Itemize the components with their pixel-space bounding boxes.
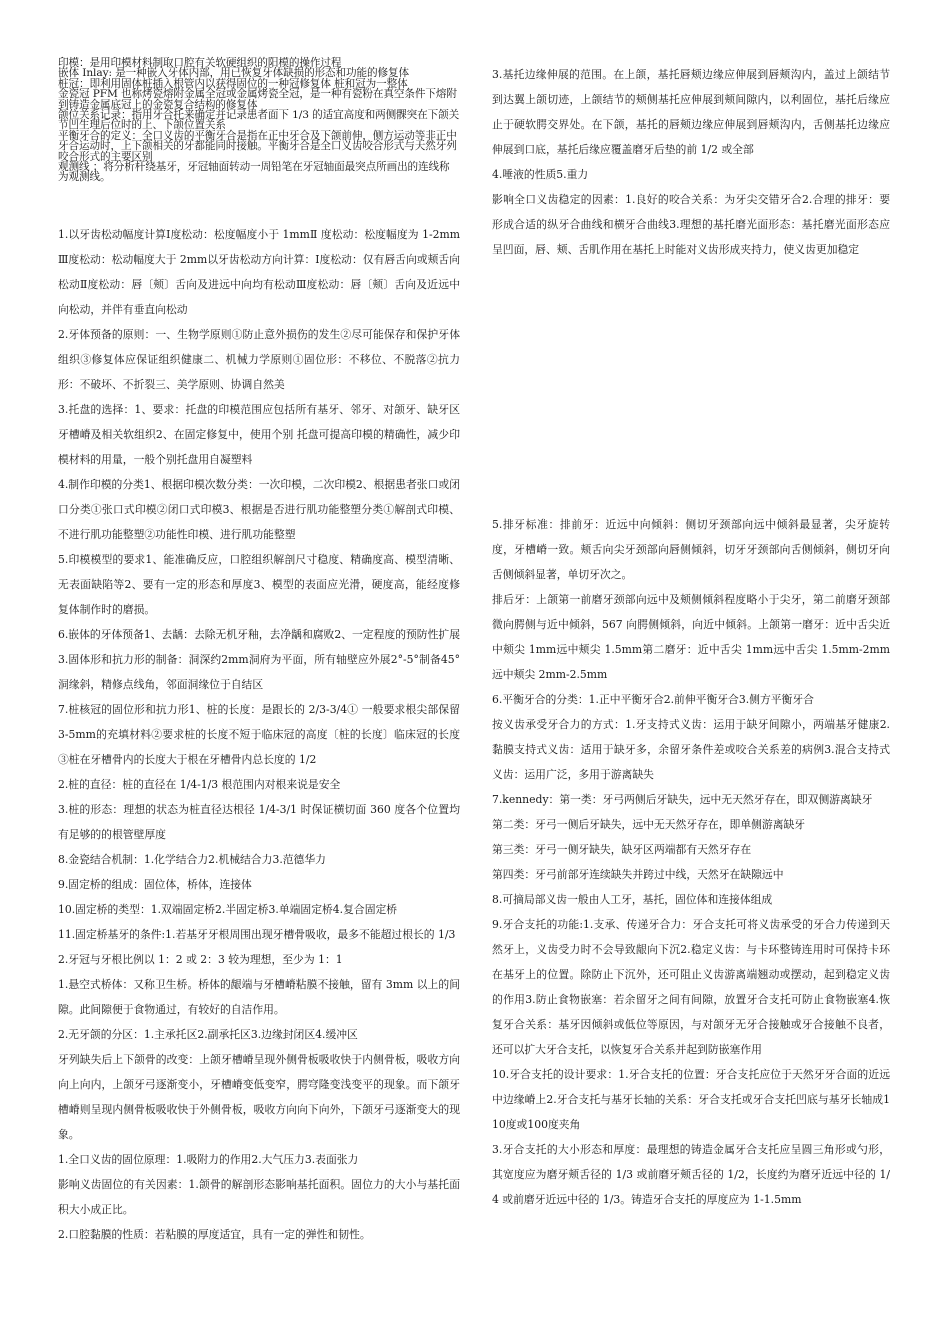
paragraph: 6.嵌体的牙体预备1、去龋：去除无机牙釉，去净龋和腐败2、一定程度的预防性扩展3.固体形和抗力形的制备：洞深约2mm洞府为平面，所有轴壁应外展2°-5°制备45°洞缘斜，精修点线角，邻面洞缘位于自结区 [58, 628, 460, 691]
definition-survey-line: 观测线 ；将分析杆绕基牙，牙冠轴面转动一周铅笔在牙冠轴面最突点所画出的连线称为观测线。 [58, 161, 450, 184]
paragraph: 5.排牙标准：排前牙：近远中向倾斜：侧切牙颈部向远中倾斜最显著，尖牙旋转度，牙槽嵴一致。颊舌向尖牙颈部向唇侧倾斜，切牙牙颈部向舌侧倾斜，侧切牙向舌侧倾斜显著，单切牙次之。 [492, 518, 890, 581]
paragraph: 2.桩的直径：桩的直径在 1/4-1/3 根范围内对根来说是安全 [58, 778, 341, 791]
paragraph: 2.无牙颌的分区：1.主承托区2.副承托区3.边缘封闭区4.缓冲区 [58, 1028, 358, 1041]
paragraph: 影响全口义齿稳定的因素：1.良好的咬合关系：为牙尖交错牙合2.合理的排牙：要形成合适的纵牙合曲线和横牙合曲线3.理想的基托磨光面形态：基托磨光面形态应呈凹面，唇、颊、舌肌作用在基托上时能对义齿形成夹持力，使义齿更加稳定 [492, 193, 890, 256]
paragraph: 1.以牙齿松动幅度计算Ⅰ度松动：松度幅度小于 1mmⅡ 度松动：松度幅度为 1-2mmⅢ度松动：松动幅度大于 2mm以牙齿松动方向计算：Ⅰ度松动：仅有唇舌向或颊舌向松动Ⅱ度松动：唇〔颊〕舌向及进远中向均有松动Ⅲ度松动：唇〔颊〕舌向及近远中向松动，并伴有垂直向松动 [58, 228, 460, 316]
paragraph: 10.固定桥的类型：1.双端固定桥2.半固定桥3.单端固定桥4.复合固定桥 [58, 903, 398, 916]
paragraph: 第三类：牙弓一侧牙缺失，缺牙区两端都有天然牙存在 [492, 843, 752, 856]
definition-jaw-relation: 颌位关系记录：指用牙合托来确定并记录患者面下 1/3 的适宜高度和两侧髁突在下颌关节凹生理后位时的上、下颌位置关系 [58, 109, 460, 132]
paragraph: 3.基托边缘伸展的范围。在上颌，基托唇颊边缘应伸展到唇颊沟内，盖过上颌结节到达翼上颌切迹，上颌结节的颊侧基托应伸展到颊间隙内，以利固位，基托后缘应止于硬软腭交界处。在下颌，基托的唇颊边缘应伸展到唇颊沟内，舌侧基托边缘应伸展到口底，基托后缘应覆盖磨牙后垫的前 1/2 或全部 [492, 68, 890, 156]
left-main-text [58, 222, 460, 1247]
paragraph: 9.固定桥的组成：固位体，桥体，连接体 [58, 878, 252, 891]
paragraph: 9.牙合支托的功能:1.支承、传递牙合力：牙合支托可将义齿承受的牙合力传递到天然牙上，义齿受力时不会导致龈向下沉2.稳定义齿：与卡环整铸连用时可保持卡环在基牙上的位置。除防止下沉外，还可阻止义齿游离端翘动或摆动，起到稳定义齿的作用3.防止食物嵌塞：若余留牙之间有间隙，放置牙合支托可防止食物嵌塞4.恢复牙合关系：基牙因倾斜或低位等原因，与对颌牙无牙合接触或牙合接触不良者，还可以扩大牙合支托，以恢复牙合关系并起到防嵌塞作用 [492, 918, 890, 1056]
paragraph: 4.制作印模的分类1、根据印模次数分类：一次印模，二次印模2、根据患者张口或闭口分类①张口式印模②闭口式印模3、根据是否进行肌功能整塑分类①解剖式印模、不进行肌功能整塑②功能性印模、进行肌功能整塑 [58, 478, 460, 541]
paragraph: 7.kennedy：第一类：牙弓两侧后牙缺失，远中无天然牙存在，即双侧游离缺牙 [492, 793, 873, 806]
definition-pfm: 金瓷冠 PFM 也称烤瓷熔附金属全冠或金属烤瓷全冠，是一种有瓷粉在真空条件下熔附到铸造金属底冠上的金瓷复合结构的修复体 [58, 88, 457, 111]
paragraph: 5.印模模型的要求1、能准确反应，口腔组织解剖尺寸稳度、精确度高、模型清晰、无表面缺陷等2、要有一定的形态和厚度3、模型的表面应光滑，硬度高，能经度修复体制作时的磨损。 [58, 553, 460, 616]
definition-post-crown: 桩冠：即利用固体桩插入根管内以获得固位的一种冠修复体 桩和冠为一整体 [58, 77, 408, 90]
paragraph: 4.唾液的性质5.重力 [492, 168, 589, 181]
paragraph: 排后牙：上颌第一前磨牙颈部向远中及颊侧倾斜程度略小于尖牙，第二前磨牙颈部微向腭侧与近中倾斜，567 向腭侧倾斜，向近中倾斜。上颌第一磨牙：近中舌尖近中颊尖 1mm远中颊尖 1.5mm第二磨牙：近中舌尖 1mm远中舌尖 1.5mm-2mm远中颊尖 2mm-2.5mm [492, 593, 890, 681]
paragraph: 11.固定桥基牙的条件:1.若基牙牙根周围出现牙槽骨吸收，最多不能超过根长的 1/3 [58, 928, 456, 941]
paragraph: 1.悬空式桥体：又称卫生桥。桥体的龈端与牙槽嵴粘膜不接触，留有 3mm 以上的间隙。此间隙便于食物通过，有较好的自洁作用。 [58, 978, 460, 1016]
paragraph: 第二类：牙弓一侧后牙缺失，远中无天然牙存在，即单侧游离缺牙 [492, 818, 806, 831]
paragraph: 3.托盘的选择：1、要求：托盘的印模范围应包括所有基牙、邻牙、对颌牙、缺牙区牙槽嵴及相关软组织2、在固定修复中，使用个别 托盘可提高印模的精确性，减少印模材料的用量，一般个别托盘用自凝塑料 [58, 403, 460, 466]
definition-inlay: 嵌体 Inlay: 是一种嵌入牙体内部，用已恢复牙体缺损的形态和功能的修复体 [58, 67, 410, 80]
paragraph: 影响义齿固位的有关因素：1.颌骨的解剖形态影响基托面积。固位力的大小与基托面积大小成正比。 [58, 1178, 460, 1216]
paragraph: 7.桩核冠的固位形和抗力形1、桩的长度：是跟长的 2/3-3/4① 一般要求根尖部保留 3-5mm的充填材料②要求桩的长度不短于临床冠的高度〔桩的长度〕临床冠的长度③桩在牙槽骨内的长度大于根在牙槽骨内总长度的 1/2 [58, 703, 460, 766]
definition-balanced-occlusion: 平衡牙合的定义：全口义齿的平衡牙合是指在正中牙合及下颌前伸，侧方运动等非正中牙合运动时，上下颌相关的牙都能同时接触。平衡牙合是全口义齿咬合形式与天然牙列咬合形式的主要区别 [58, 129, 457, 163]
paragraph: 2.口腔黏膜的性质：若粘膜的厚度适宜，具有一定的弹性和韧性。 [58, 1228, 371, 1241]
paragraph: 2.牙体预备的原则：一、生物学原则①防止意外损伤的发生②尽可能保存和保护牙体组织③修复体应保证组织健康二、机械力学原则①固位形：不移位、不脱落②抗力形：不破坏、不折裂三、美学原则、协调自然美 [58, 328, 460, 391]
paragraph: 3.牙合支托的大小形态和厚度：最理想的铸造金属牙合支托应呈圆三角形或勺形，其宽度应为磨牙颊舌径的 1/3 或前磨牙颊舌径的 1/2，长度约为磨牙近远中径的 1/4 或前磨牙近远中径的 1/3。铸造牙合支托的厚度应为 1-1.5mm [492, 1143, 890, 1206]
paragraph: 第四类：牙弓前部牙连续缺失并跨过中线，天然牙在缺隙远中 [492, 868, 784, 881]
paragraph: 2.牙冠与牙根比例以 1：2 或 2：3 较为理想，至少为 1：1 [58, 953, 343, 966]
paragraph: 8.可摘局部义齿一般由人工牙，基托，固位体和连接体组成 [492, 893, 773, 906]
paragraph: 按义齿承受牙合力的方式：1.牙支持式义齿：运用于缺牙间隙小，两端基牙健康2.黏膜支持式义齿：适用于缺牙多，余留牙条件差或咬合关系差的病例3.混合支持式义齿：运用广泛，多用于游离缺失 [492, 718, 890, 781]
right-top-text [492, 62, 890, 262]
paragraph: 牙列缺失后上下颌骨的改变：上颌牙槽嵴呈现外侧骨板吸收快于内侧骨板，吸收方向向上向内，上颌牙弓逐渐变小，牙槽嵴变低变窄，腭穹隆变浅变平的现象。而下颌牙槽嵴则呈现内侧骨板吸收快于外侧骨板，吸收方向向下向外，下颌牙弓逐渐变大的现象。 [58, 1053, 460, 1141]
paragraph: 10.牙合支托的设计要求：1.牙合支托的位置：牙合支托应位于天然牙牙合面的近远中边缘嵴上2.牙合支托与基牙长轴的关系：牙合支托或牙合支托凹底与基牙长轴成110度或100度夹角 [492, 1068, 890, 1131]
paragraph: 1.全口义齿的固位原理：1.吸附力的作用2.大气压力3.表面张力 [58, 1153, 359, 1166]
definitions-block [58, 58, 460, 183]
paragraph: 8.金瓷结合机制：1.化学结合力2.机械结合力3.范德华力 [58, 853, 326, 866]
definition-impression: 印模：是用印模材料制取口腔有关软硬组织的阳模的操作过程 [58, 57, 342, 69]
right-bottom-text [492, 512, 890, 1212]
paragraph: 3.桩的形态：理想的状态为桩直径达根径 1/4-3/1 时保证横切面 360 度各个位置均有足够的的根管壁厚度 [58, 803, 460, 841]
paragraph: 6.平衡牙合的分类：1.正中平衡牙合2.前伸平衡牙合3.侧方平衡牙合 [492, 693, 814, 706]
